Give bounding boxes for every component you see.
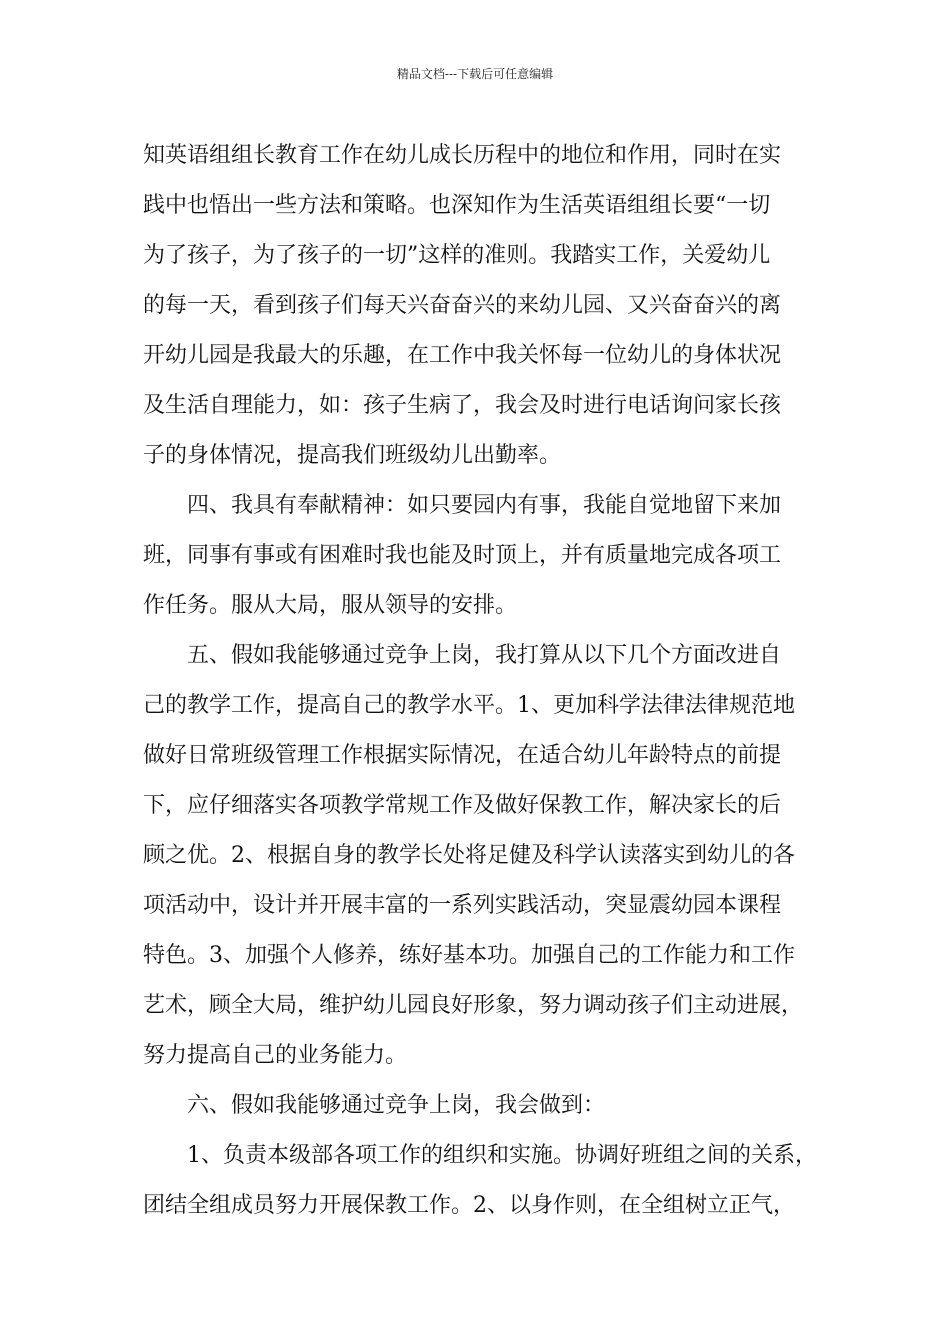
text-line: 1、负责本级部各项工作的组织和实施。协调好班组之间的关系，	[143, 1143, 817, 1168]
text-line: 知英语组组长教育工作在幼儿成长历程中的地位和作用，同时在实	[143, 143, 782, 168]
text-line: 四、我具有奉献精神：如只要园内有事，我能自觉地留下来加	[143, 493, 782, 518]
text-line: 顾之优。2、根据自身的教学长处将足健及科学认读落实到幼儿的各	[143, 843, 795, 868]
text-line: 五、假如我能够通过竞争上岗，我打算从以下几个方面改进自	[143, 643, 782, 668]
text-line: 及生活自理能力，如：孩子生病了，我会及时进行电话询问家长孩	[143, 393, 782, 418]
text-line: 艺术，顾全大局，维护幼儿园良好形象，努力调动孩子们主动进展，	[143, 993, 804, 1018]
page-header: 精品文档---下载后可任意编辑	[396, 67, 554, 81]
text-line: 努力提高自己的业务能力。	[143, 1043, 408, 1068]
text-line: 六、假如我能够通过竞争上岗，我会做到：	[143, 1093, 606, 1118]
text-line: 践中也悟出一些方法和策略。也深知作为生活英语组组长要“一切	[143, 193, 771, 218]
text-line: 班，同事有事或有困难时我也能及时顶上，并有质量地完成各项工	[143, 543, 782, 568]
text-line: 做好日常班级管理工作根据实际情况，在适合幼儿年龄特点的前提	[143, 743, 782, 768]
text-line: 特色。3、加强个人修养，练好基本功。加强自己的工作能力和工作	[143, 943, 795, 968]
text-line: 作任务。服从大局，服从领导的安排。	[143, 593, 518, 618]
text-line: 团结全组成员努力开展保教工作。2、以身作则，在全组树立正气，	[143, 1193, 795, 1218]
text-line: 的每一天，看到孩子们每天兴奋奋兴的来幼儿园、又兴奋奋兴的离	[143, 293, 782, 318]
text-line: 项活动中，设计并开展丰富的一系列实践活动，突显震幼园本课程	[143, 893, 782, 918]
text-line: 开幼儿园是我最大的乐趣，在工作中我关怀每一位幼儿的身体状况	[143, 343, 782, 368]
document-body	[143, 131, 823, 1231]
text-line: 下，应仔细落实各项教学常规工作及做好保教工作，解决家长的后	[143, 793, 782, 818]
text-line: 为了孩子，为了孩子的一切”这样的准则。我踏实工作，关爱幼儿	[143, 243, 771, 268]
text-line: 己的教学工作，提高自己的教学水平。1、更加科学法律法律规范地	[143, 693, 795, 718]
text-line: 子的身体情况，提高我们班级幼儿出勤率。	[143, 443, 562, 468]
